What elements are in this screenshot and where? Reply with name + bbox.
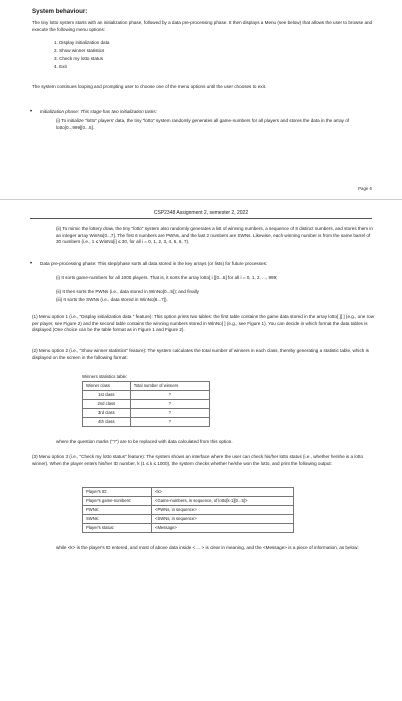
init-task-i: (i) To initialize "lotto" players' data, the tiny "lotto" system randomly generates all game-numbers for all players and stores the data in the array of lotto[0...999][0...5].: [56, 118, 350, 130]
table-header-cell: Total number of winners: [130, 382, 209, 391]
stats-note: where the question marks ("?") are to be replaced with data calculated from this option.: [56, 439, 233, 444]
menu-option: 3. Check my lotto status: [54, 56, 104, 61]
preprocess-paragraph: Data pre-processing phase: This step/phase sorts all data stored in the key arrays (or lists) for future processes:: [40, 261, 268, 266]
table-cell: Player's ID:: [83, 488, 152, 497]
preprocess-step-ii: (ii) It then sorts the PWNs (i.e., data stored in WinNo[0...5]); and finally: [56, 289, 199, 294]
table-row: [83, 418, 210, 427]
table-cell: ?: [130, 418, 209, 427]
table-cell: 3rd class: [83, 409, 131, 418]
menu-option-2-paragraph: (2) Menu option 2 (i.e., "Show winner statistics" feature): The system calculates the total number of winners in each class, thereby generating a statistic table, which is displayed on the screen in the following format:: [32, 348, 369, 360]
table-row: [83, 524, 294, 533]
status-note: while <k> is the player's ID entered, and most of above data inside < ... > is clear in meaning, and the <Message> is a piece of information, as below:: [56, 545, 359, 550]
table-cell: PWNs:: [83, 506, 152, 515]
table-row: [83, 391, 210, 400]
header-divider: [30, 218, 372, 219]
init-task-ii: (ii) To mimic the lottery draw, the tiny "lotto" system also randomly generates a list of winning numbers, a sequence of 8 distinct numbers, and stores them in an integer array WinNo[0...7]. The first 6 numbers are PWNs, and the last 2 numbers are SWNs. Likewise, each winning number is from the same barrel of 30 numbers (i.e., 1 ≤ WinNo[i] ≤ 30, for all i = 0, 1, 2, 3, 4, 5, 6, 7).: [56, 226, 373, 245]
table-cell: ?: [130, 391, 209, 400]
page-number: Page 6: [358, 186, 372, 191]
table-cell: <k>: [152, 488, 294, 497]
page-header: CSP2348 Assignment 2, semester 2, 2022: [153, 210, 249, 216]
table-cell: Player's game-numbers:: [83, 497, 152, 506]
section-heading: System behaviour:: [32, 8, 88, 15]
menu-option: 2. Show winner statistics: [54, 48, 105, 53]
table-cell: SWNs:: [83, 515, 152, 524]
page-2: [0, 199, 402, 701]
preprocess-step-i: (i) It sorts game-numbers for all 1000 players. That is, it sorts the array lotto[ i ][0...5] for all i = 0, 1, 2, ..., 999;: [56, 275, 278, 280]
page-1: [0, 0, 402, 196]
table-cell: ?: [130, 409, 209, 418]
table-row: [83, 506, 294, 515]
table-header-row: [83, 382, 210, 391]
table-cell: <SWNs, in sequence>: [152, 515, 294, 524]
init-phase-text: Initialization phase: This stage has two initialization tasks:: [40, 109, 157, 114]
menu-options-list: [54, 40, 109, 72]
menu-option-1-paragraph: (1) Menu option 1 (i.e., "Display initialization data " feature): This option prints two tables: the first table contains the game data stored in the array lotto[ ][ ] (e.g., one row per player, see Figure 2) and the second table contains the winning numbers stored in WinNo[ ] (e.g., see Figure 1). You can decide in which format the data tables is displayed (One choice can be the table format as in Figure 1 and Figure 2).: [32, 314, 375, 333]
table-cell: 2nd class: [83, 400, 131, 409]
table-row: [83, 409, 210, 418]
table-cell: <Message>: [152, 524, 294, 533]
winners-stats-table: [82, 381, 210, 427]
table-cell: <Game-numbers, in sequence, of lotto[k-1][0...5]>: [152, 497, 294, 506]
table-cell: Player's status:: [83, 524, 152, 533]
table-cell: <PWNs, in sequence>: [152, 506, 294, 515]
menu-option: 4. Exit: [54, 64, 67, 69]
table-row: [83, 488, 294, 497]
menu-option-3-paragraph: (3) Menu option 3 (i.e., "Check my lotto status" feature): The system shows an interface where the user can check his/her lotto status (i.e., whether he/she is a lotto winner). When the player enters his/her ID number, k (1 ≤ k ≤ 1000), the system checks whether he/she won the lotto, and print the following output:: [32, 454, 364, 466]
table-header-cell: Winner class: [83, 382, 131, 391]
bullet-icon: •: [30, 109, 33, 115]
table-cell: 1st class: [83, 391, 131, 400]
bullet-icon: •: [30, 261, 33, 267]
table-row: [83, 497, 294, 506]
menu-option: 1. Display initialization data: [54, 40, 110, 45]
table-cell: 4th class: [83, 418, 131, 427]
loop-paragraph: The system continues looping and prompting user to choose one of the menu options until the user chooses to exit.: [32, 84, 267, 89]
stats-table-title: Winners statistics table:: [82, 374, 128, 379]
table-row: [83, 400, 210, 409]
intro-paragraph: The tiny lotto system starts with an initialization phase, followed by a data pre-processing phase. It then displays a Menu (see below) that allows the user to browse and execute the following menu options:: [32, 20, 373, 32]
player-status-table: [82, 487, 294, 533]
preprocess-step-iii: (iii) It sorts the SWNs (i.e., data stored in WinNo[6...7]).: [56, 297, 168, 302]
table-cell: ?: [130, 400, 209, 409]
table-row: [83, 515, 294, 524]
